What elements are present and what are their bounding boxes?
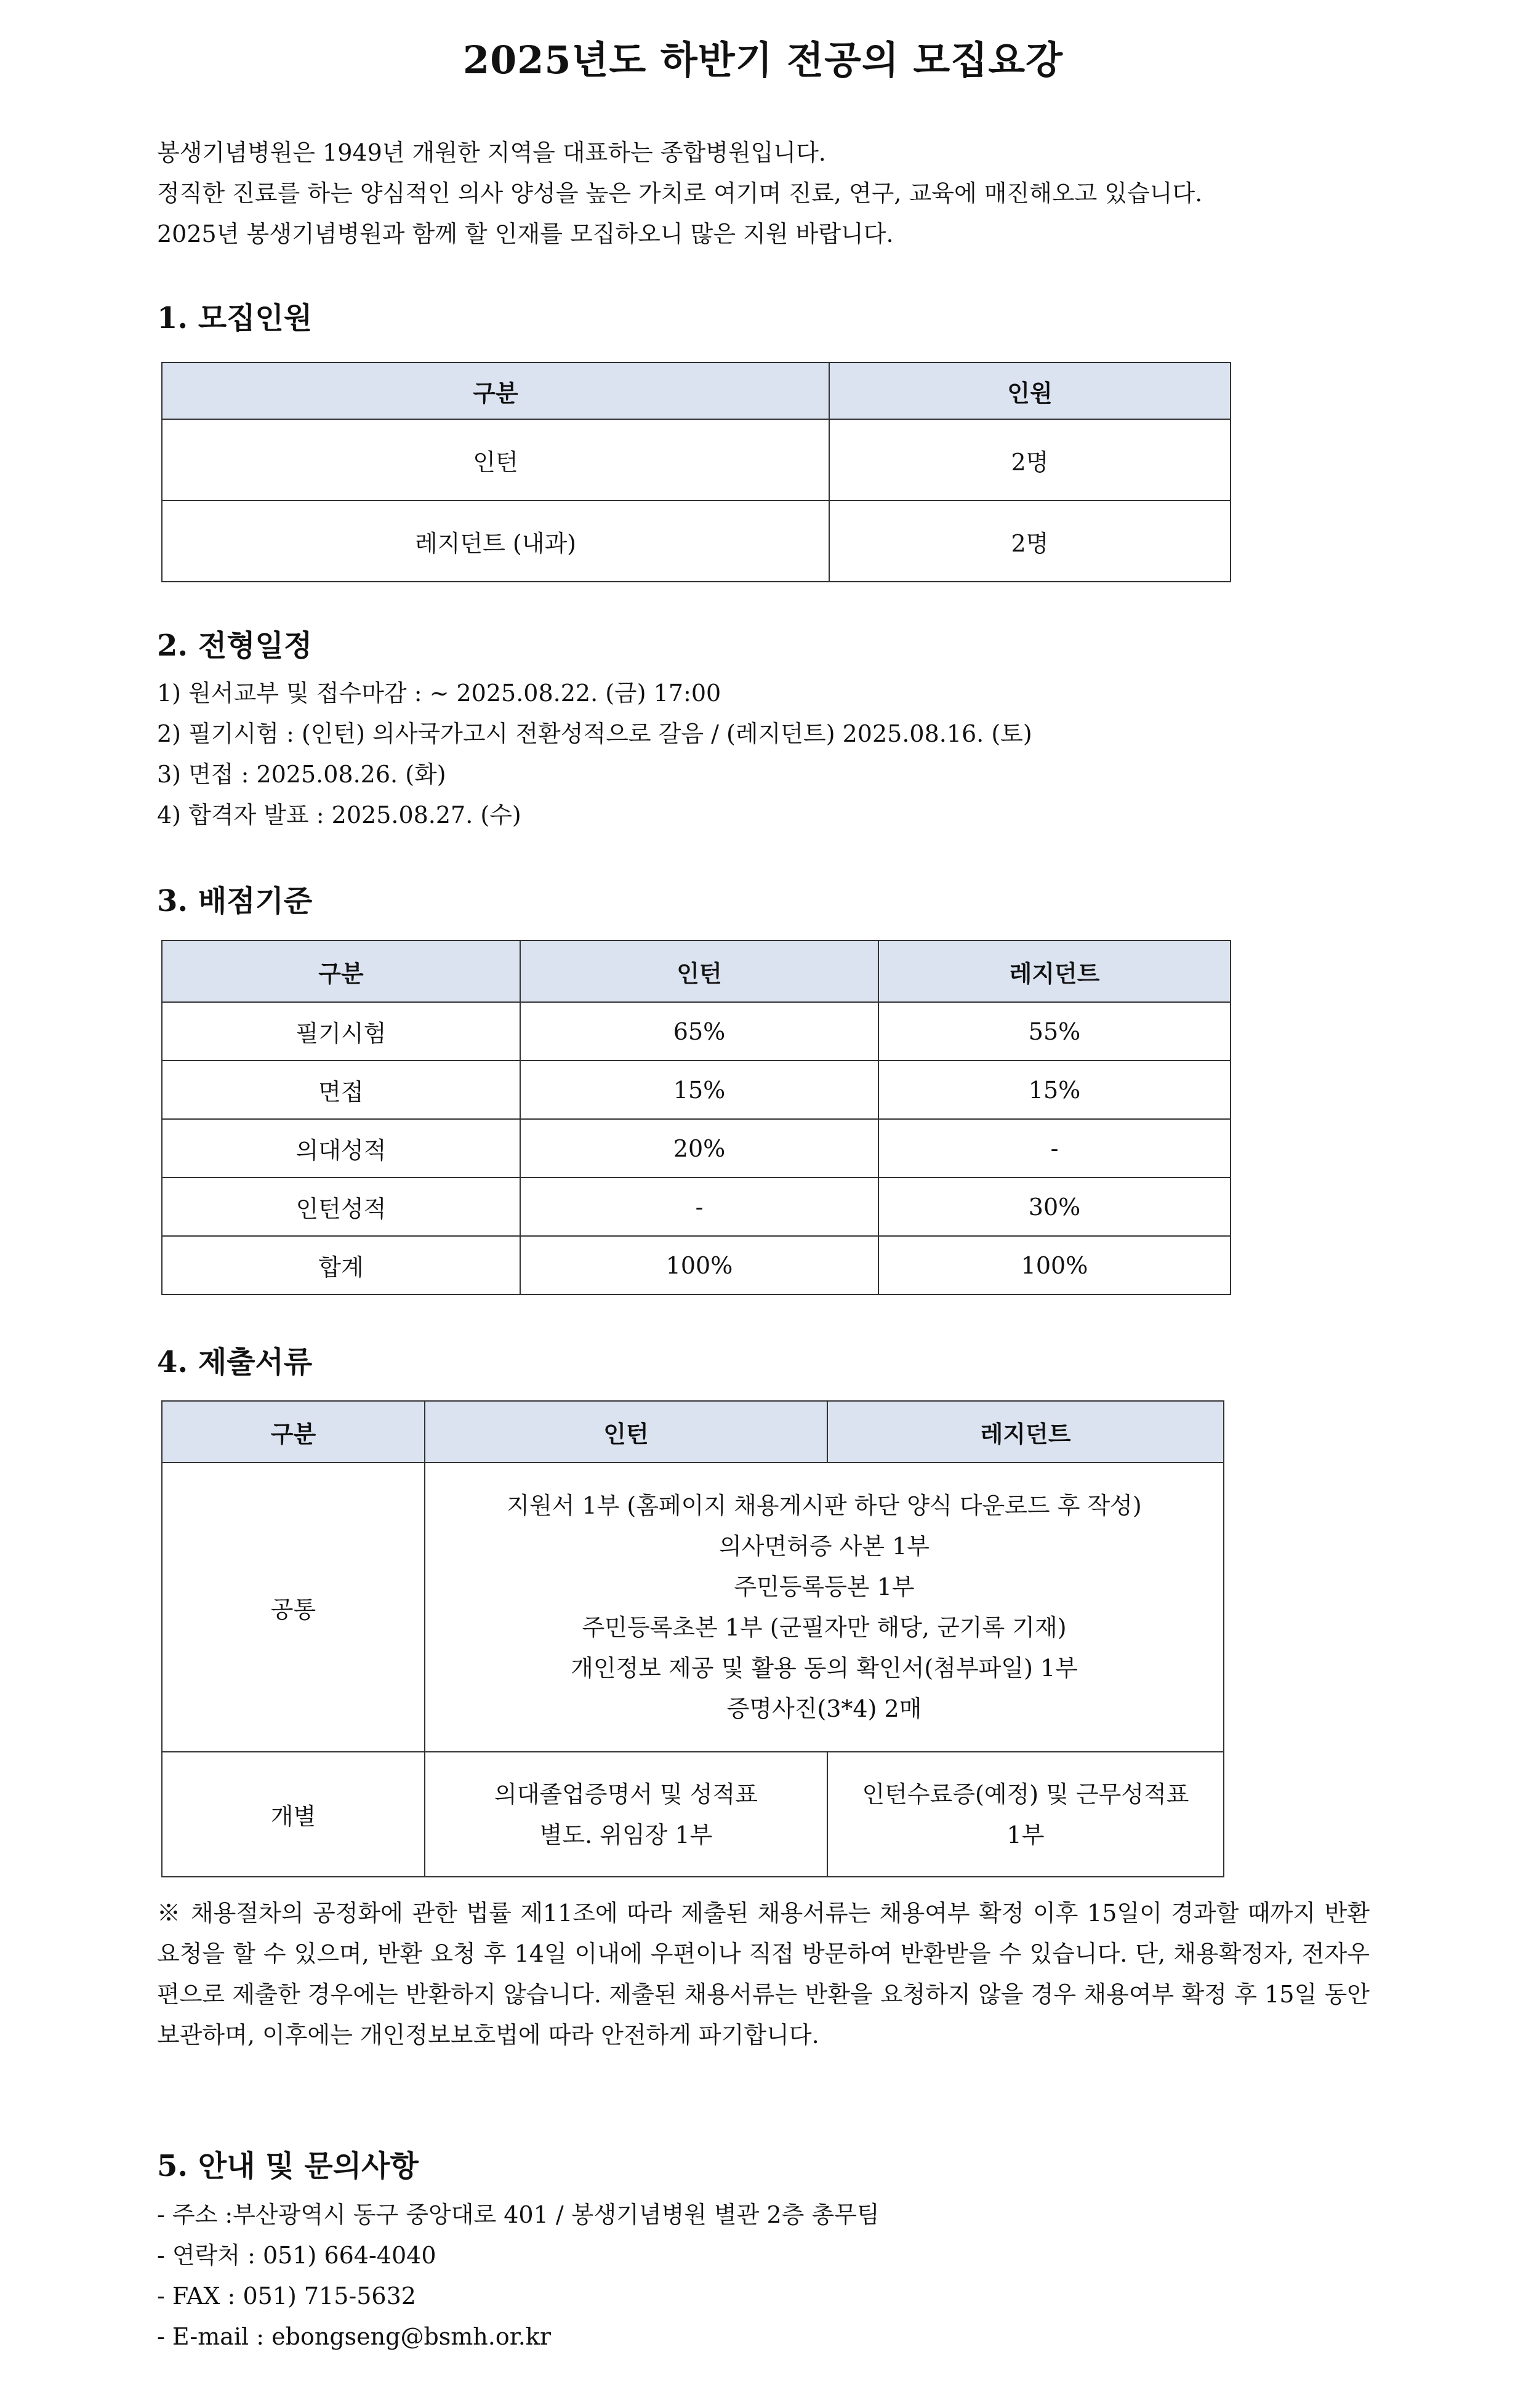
schedule-list — [157, 673, 1382, 835]
table-header: 구분 — [162, 1401, 425, 1463]
table-cell: 레지던트 (내과) — [162, 500, 829, 582]
contact-fax: - FAX : 051) 715-5632 — [157, 2282, 416, 2310]
table-row — [162, 500, 1231, 582]
intro-line: 봉생기념병원은 1949년 개원한 지역을 대표하는 종합병원입니다. — [157, 139, 826, 166]
table-header: 구분 — [162, 941, 520, 1002]
schedule-item: 3) 면접 : 2025.08.26. (화) — [157, 761, 446, 788]
contact-address: - 주소 :부산광역시 동구 중앙대로 401 / 봉생기념병원 별관 2층 총무팀 — [157, 2201, 880, 2228]
documents-table — [161, 1400, 1224, 1877]
section-heading-contact: 5. 안내 및 문의사항 — [157, 2149, 419, 2183]
table-cell: 30% — [878, 1178, 1231, 1236]
recruit-count-table — [161, 362, 1231, 582]
table-cell: 합계 — [162, 1236, 520, 1294]
table-cell: 55% — [878, 1002, 1231, 1061]
page-title: 2025년도 하반기 전공의 모집요강 — [462, 38, 1064, 82]
table-row — [162, 1752, 1224, 1877]
table-cell: 의대성적 — [162, 1119, 520, 1178]
scoring-table — [161, 940, 1231, 1295]
table-cell: - — [520, 1178, 878, 1236]
section-heading-documents: 4. 제출서류 — [157, 1345, 313, 1379]
table-cell: 인턴 — [162, 419, 829, 500]
document-item: 의사면허증 사본 1부 — [719, 1533, 930, 1560]
table-header: 레지던트 — [827, 1401, 1224, 1463]
document-item: 개인정보 제공 및 활용 동의 확인서(첨부파일) 1부 — [571, 1655, 1078, 1682]
table-cell: 20% — [520, 1119, 878, 1178]
document-item: 지원서 1부 (홈페이지 채용게시판 하단 양식 다운로드 후 작성) — [507, 1492, 1142, 1519]
table-cell: 필기시험 — [162, 1002, 520, 1061]
document-return-note: ※ 채용절차의 공정화에 관한 법률 제11조에 따라 제출된 채용서류는 채용여부 확정 이후 15일이 경과할 때까지 반환 요청을 할 수 있으며, 반환 요청 후 14일 이내에 우편이나 직접 방문하여 반환받을 수 있습니다. 단, 채용확정자, 전자우편으로 제출한 경우에는 반환하지 않습니다. 제출된 채용서류는 반환을 요청하지 않을 경우 채용여부 확정 후 15일 동안 보관하며, 이후에는 개인정보보호법에 따라 안전하게 파기합니다. — [157, 1900, 1370, 2049]
document-item: 증명사진(3*4) 2매 — [726, 1695, 922, 1722]
table-row — [162, 1463, 1224, 1752]
table-cell: 65% — [520, 1002, 878, 1061]
document-item: 주민등록초본 1부 (군필자만 해당, 군기록 기재) — [582, 1614, 1067, 1641]
section-heading-recruit-count: 1. 모집인원 — [157, 301, 313, 335]
contact-phone: - 연락처 : 051) 664-4040 — [157, 2242, 436, 2269]
table-header: 인턴 — [520, 941, 878, 1002]
table-header: 구분 — [162, 363, 829, 419]
intro-line: 2025년 봉생기념병원과 함께 할 인재를 모집하오니 많은 지원 바랍니다. — [157, 220, 894, 247]
table-cell: 2명 — [829, 500, 1231, 582]
table-row — [162, 419, 1231, 500]
table-header: 인턴 — [425, 1401, 827, 1463]
section-heading-scoring: 3. 배점기준 — [157, 884, 313, 918]
common-label-cell: 공통 — [162, 1463, 425, 1752]
intro-line: 정직한 진료를 하는 양심적인 의사 양성을 높은 가치로 여기며 진료, 연구, 교육에 매진해오고 있습니다. — [157, 180, 1203, 207]
table-cell: 100% — [878, 1236, 1231, 1294]
common-documents-cell — [425, 1463, 1224, 1752]
document-item: 1부 — [1006, 1821, 1045, 1848]
intro-paragraph — [157, 132, 1382, 254]
section-heading-schedule: 2. 전형일정 — [157, 628, 313, 663]
schedule-item: 4) 합격자 발표 : 2025.08.27. (수) — [157, 801, 521, 829]
table-row — [162, 1061, 1231, 1119]
individual-label-cell: 개별 — [162, 1752, 425, 1877]
schedule-item: 2) 필기시험 : (인턴) 의사국가고시 전환성적으로 갈음 / (레지던트) 2025.08.16. (토) — [157, 720, 1032, 747]
table-cell: 인턴성적 — [162, 1178, 520, 1236]
document-item: 인턴수료증(예정) 및 근무성적표 — [862, 1780, 1189, 1808]
contact-email: - E-mail : ebongseng@bsmh.or.kr — [157, 2323, 551, 2350]
schedule-item: 1) 원서교부 및 접수마감 : ~ 2025.08.22. (금) 17:00 — [157, 680, 721, 707]
table-row — [162, 1002, 1231, 1061]
table-row — [162, 1119, 1231, 1178]
document-item: 별도. 위임장 1부 — [539, 1821, 713, 1848]
resident-documents-cell — [827, 1752, 1224, 1877]
intern-documents-cell — [425, 1752, 827, 1877]
table-row — [162, 1236, 1231, 1294]
table-cell: - — [878, 1119, 1231, 1178]
document-item: 의대졸업증명서 및 성적표 — [494, 1780, 758, 1808]
table-cell: 면접 — [162, 1061, 520, 1119]
table-header: 레지던트 — [878, 941, 1231, 1002]
table-cell: 15% — [520, 1061, 878, 1119]
table-cell: 100% — [520, 1236, 878, 1294]
document-item: 주민등록등본 1부 — [734, 1573, 915, 1600]
table-row — [162, 1178, 1231, 1236]
table-cell: 15% — [878, 1061, 1231, 1119]
contact-list — [157, 2194, 1382, 2357]
table-cell: 2명 — [829, 419, 1231, 500]
table-header: 인원 — [829, 363, 1231, 419]
